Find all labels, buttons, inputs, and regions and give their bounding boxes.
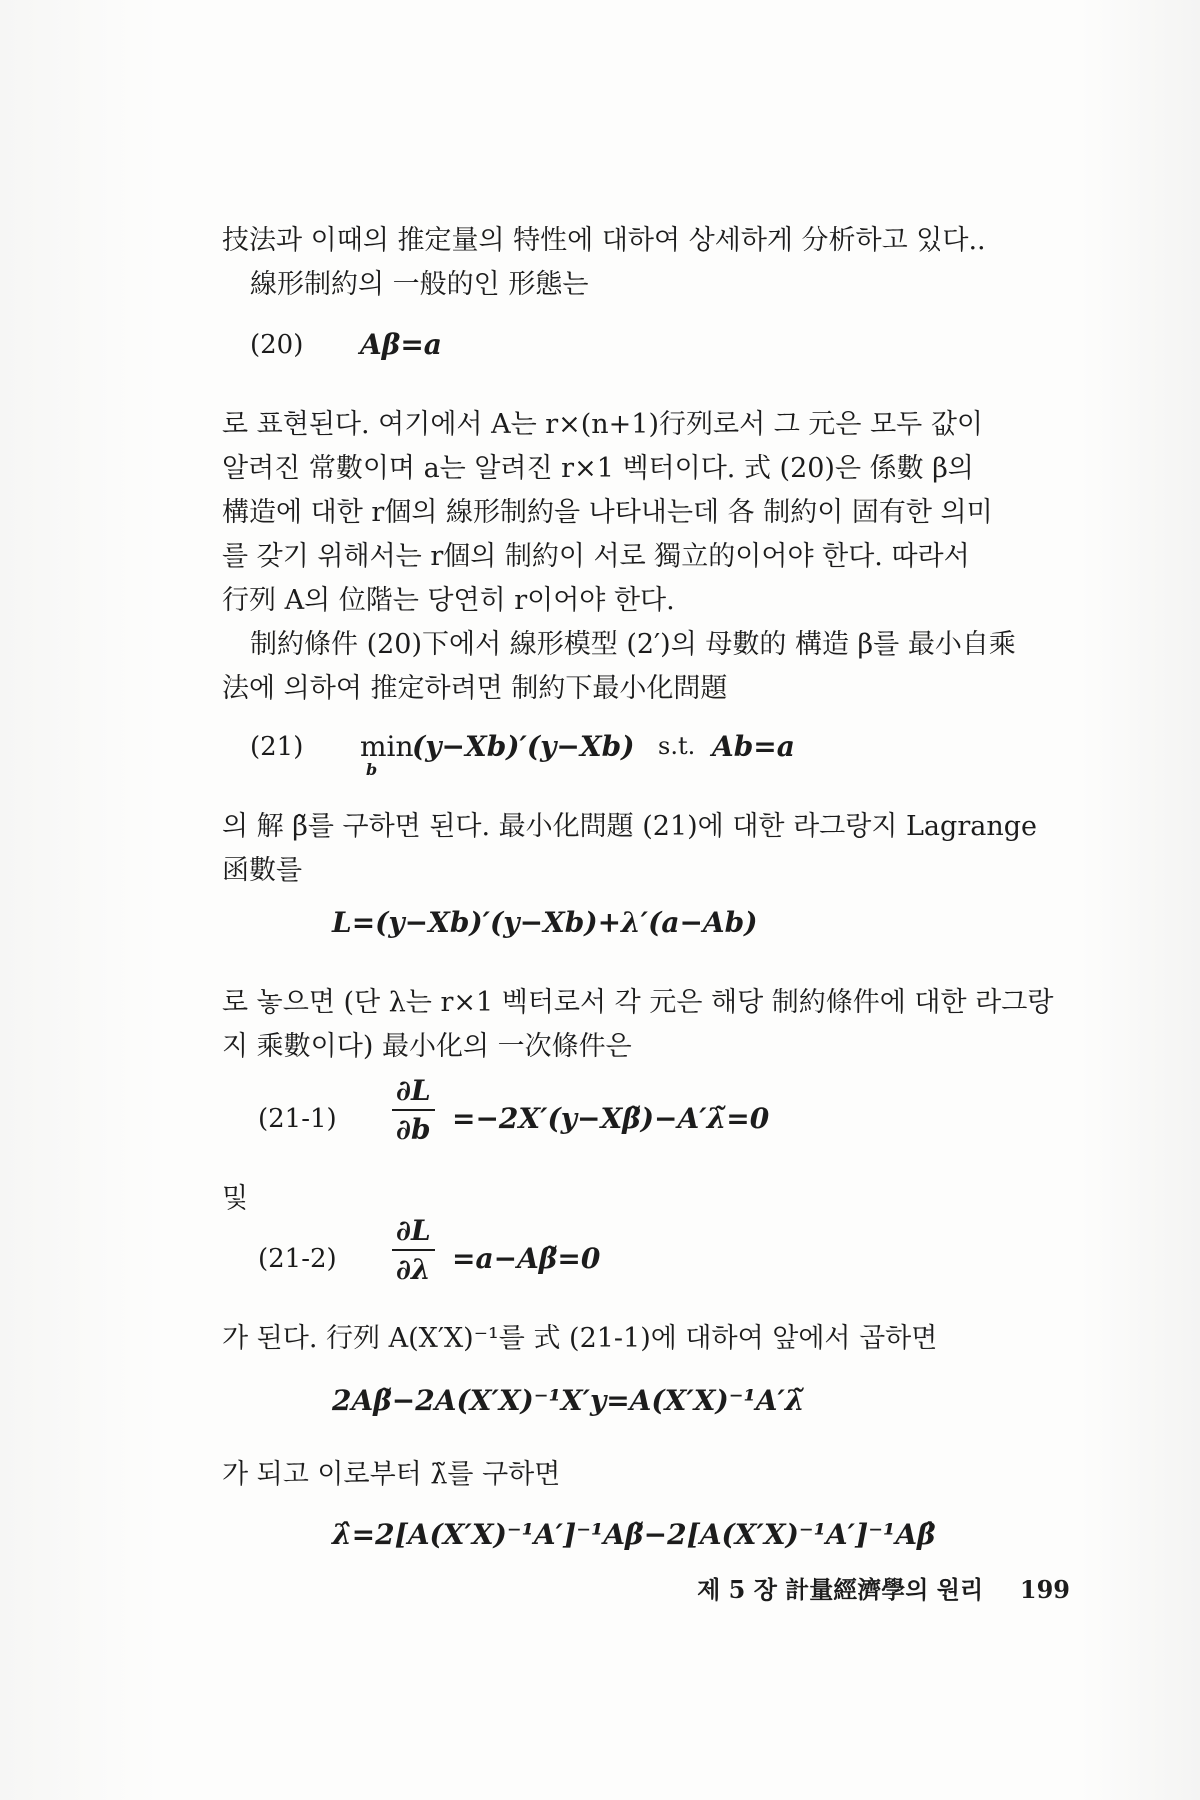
page-footer [697, 1570, 1070, 1605]
equation-number-21-1: (21-1) [258, 1104, 337, 1134]
equation-21-min: min [360, 730, 414, 763]
para1-line-1: 로 표현된다. 여기에서 A는 r×(n+1)行列로서 그 元은 모두 값이 [222, 409, 984, 440]
text-and: 및 [222, 1183, 249, 1214]
equation-21-objective: (y−Xb)′(y−Xb) [412, 730, 635, 763]
para1-line-2: 알려진 常數이며 a는 알려진 r×1 벡터이다. 式 (20)은 係數 β의 [222, 453, 974, 484]
para6-line: 가 되고 이로부터 λ̃를 구하면 [222, 1459, 561, 1490]
text-line-1: 技法과 이때의 推定量의 特性에 대하여 상세하게 分析하고 있다.. [222, 225, 986, 256]
para2-line-1: 制約條件 (20)下에서 線形模型 (2′)의 母數的 構造 β를 最小自乘 [250, 629, 1016, 660]
para5-line: 가 된다. 行列 A(X′X)⁻¹를 式 (21-1)에 대하여 앞에서 곱하면 [222, 1323, 938, 1354]
equation-21-2-rhs: =a−Aβ̃=0 [452, 1242, 601, 1275]
para3-line-2: 函數를 [222, 855, 303, 886]
para3-line-1: 의 解 β̃를 구하면 된다. 最小化問題 (21)에 대한 라그랑지 Lagrange [222, 811, 1037, 842]
equation-20: Aβ=a [360, 328, 442, 361]
page-number: 199 [1019, 1575, 1070, 1604]
para1-line-3: 構造에 대한 r個의 線形制約을 나타내는데 各 制約이 固有한 의미 [222, 497, 993, 528]
equation-21-1-rhs: =−2X′(y−Xβ̃)−A′λ̃=0 [452, 1102, 770, 1135]
equation-number-21-2: (21-2) [258, 1244, 337, 1274]
equation-lambda-hat: λ̂=2[A(X′X)⁻¹A′]⁻¹Aβ̃−2[A(X′X)⁻¹A′]⁻¹Aβ̂ [332, 1518, 936, 1551]
equation-multiplied: 2Aβ̃−2A(X′X)⁻¹X′y=A(X′X)⁻¹A′λ̃ [332, 1384, 805, 1417]
para4-line-2: 지 乘數이다) 最小化의 一次條件은 [222, 1031, 632, 1062]
lagrangian-equation: L=(y−Xb)′(y−Xb)+λ′(a−Ab) [332, 906, 758, 939]
para2-line-2: 法에 의하여 推定하려면 制約下最小化問題 [222, 673, 728, 704]
equation-21-st: s.t. [658, 732, 696, 760]
equation-number-20: (20) [250, 330, 304, 360]
equation-21-2-fraction [392, 1214, 435, 1286]
equation-21-constraint: Ab=a [712, 730, 795, 763]
equation-21-2-denominator: ∂λ [396, 1253, 431, 1286]
equation-21-subscript: b [366, 760, 378, 779]
equation-number-21: (21) [250, 732, 304, 762]
text-line-2: 線形制約의 一般的인 形態는 [250, 269, 589, 300]
equation-21-2-numerator: ∂L [392, 1214, 435, 1251]
para1-line-5: 行列 A의 位階는 당연히 r이어야 한다. [222, 585, 675, 616]
para1-line-4: 를 갖기 위해서는 r個의 制約이 서로 獨立的이어야 한다. 따라서 [222, 541, 970, 572]
equation-21-1-numerator: ∂L [392, 1074, 435, 1111]
equation-21-1-denominator: ∂b [396, 1113, 431, 1146]
para4-line-1: 로 놓으면 (단 λ는 r×1 벡터로서 각 元은 해당 制約條件에 대한 라그랑 [222, 987, 1054, 1018]
equation-21-1-fraction [392, 1074, 435, 1146]
footer-chapter: 제 5 장 計量經濟學의 원리 [697, 1575, 984, 1604]
